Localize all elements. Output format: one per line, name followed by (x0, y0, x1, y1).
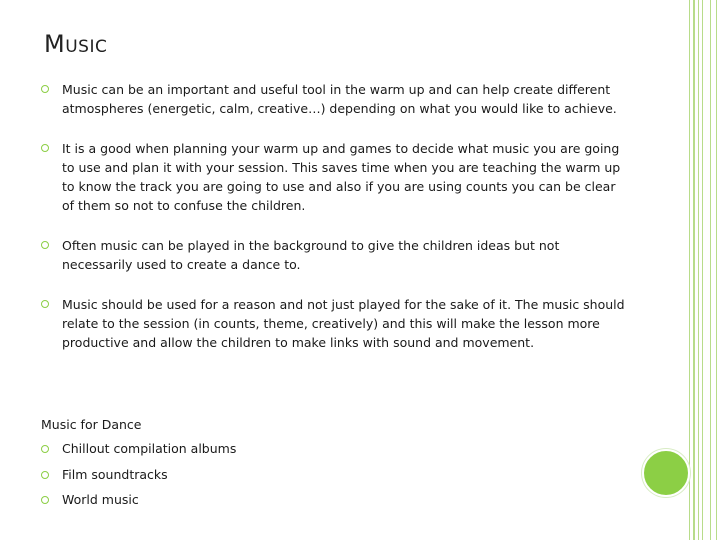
sub-bullet-text: Chillout compilation albums (62, 441, 237, 456)
bullet-circle-icon (41, 471, 49, 479)
list-item (40, 466, 236, 492)
list-item (40, 491, 236, 517)
list-item (40, 139, 630, 215)
list-item (40, 295, 630, 352)
bullet-circle-icon (41, 300, 49, 308)
border-line (702, 0, 703, 540)
list-item (40, 236, 630, 274)
bullet-text: Music can be an important and useful tool in the warm up and can help create different atmospheres (energetic, calm, creative…) depending on what you would like to achieve. (62, 82, 617, 116)
subheading: Music for Dance (41, 417, 142, 432)
list-item (40, 440, 236, 466)
border-line (716, 0, 717, 540)
bullet-text: Music should be used for a reason and not just played for the sake of it. The music should relate to the session (in counts, theme, creatively) and this will make the lesson more productive and allow the children to make links with sound and movement. (62, 297, 625, 350)
list-item (40, 80, 630, 118)
slide-title: Music (44, 30, 108, 58)
bullet-text: It is a good when planning your warm up and games to decide what music you are going to use and plan it with your session. This saves time when you are teaching the warm up to know the track you are going to use and also if you are using counts you can be clear of them so not to confuse the children. (62, 141, 621, 213)
bullet-text: Often music can be played in the background to give the children ideas but not necessarily used to create a dance to. (62, 238, 560, 272)
sub-bullet-text: Film soundtracks (62, 466, 168, 482)
bullet-circle-icon (41, 241, 49, 249)
border-line (698, 0, 699, 540)
border-line (710, 0, 711, 540)
sub-bullet-list (40, 440, 236, 517)
border-line (689, 0, 690, 540)
decorative-circle (642, 449, 690, 497)
bullet-circle-icon (41, 496, 49, 504)
bullet-circle-icon (41, 445, 49, 453)
sub-bullet-text: World music (62, 492, 139, 507)
border-line (693, 0, 695, 540)
bullet-circle-icon (41, 85, 49, 93)
bullet-list (40, 80, 630, 373)
bullet-circle-icon (41, 144, 49, 152)
